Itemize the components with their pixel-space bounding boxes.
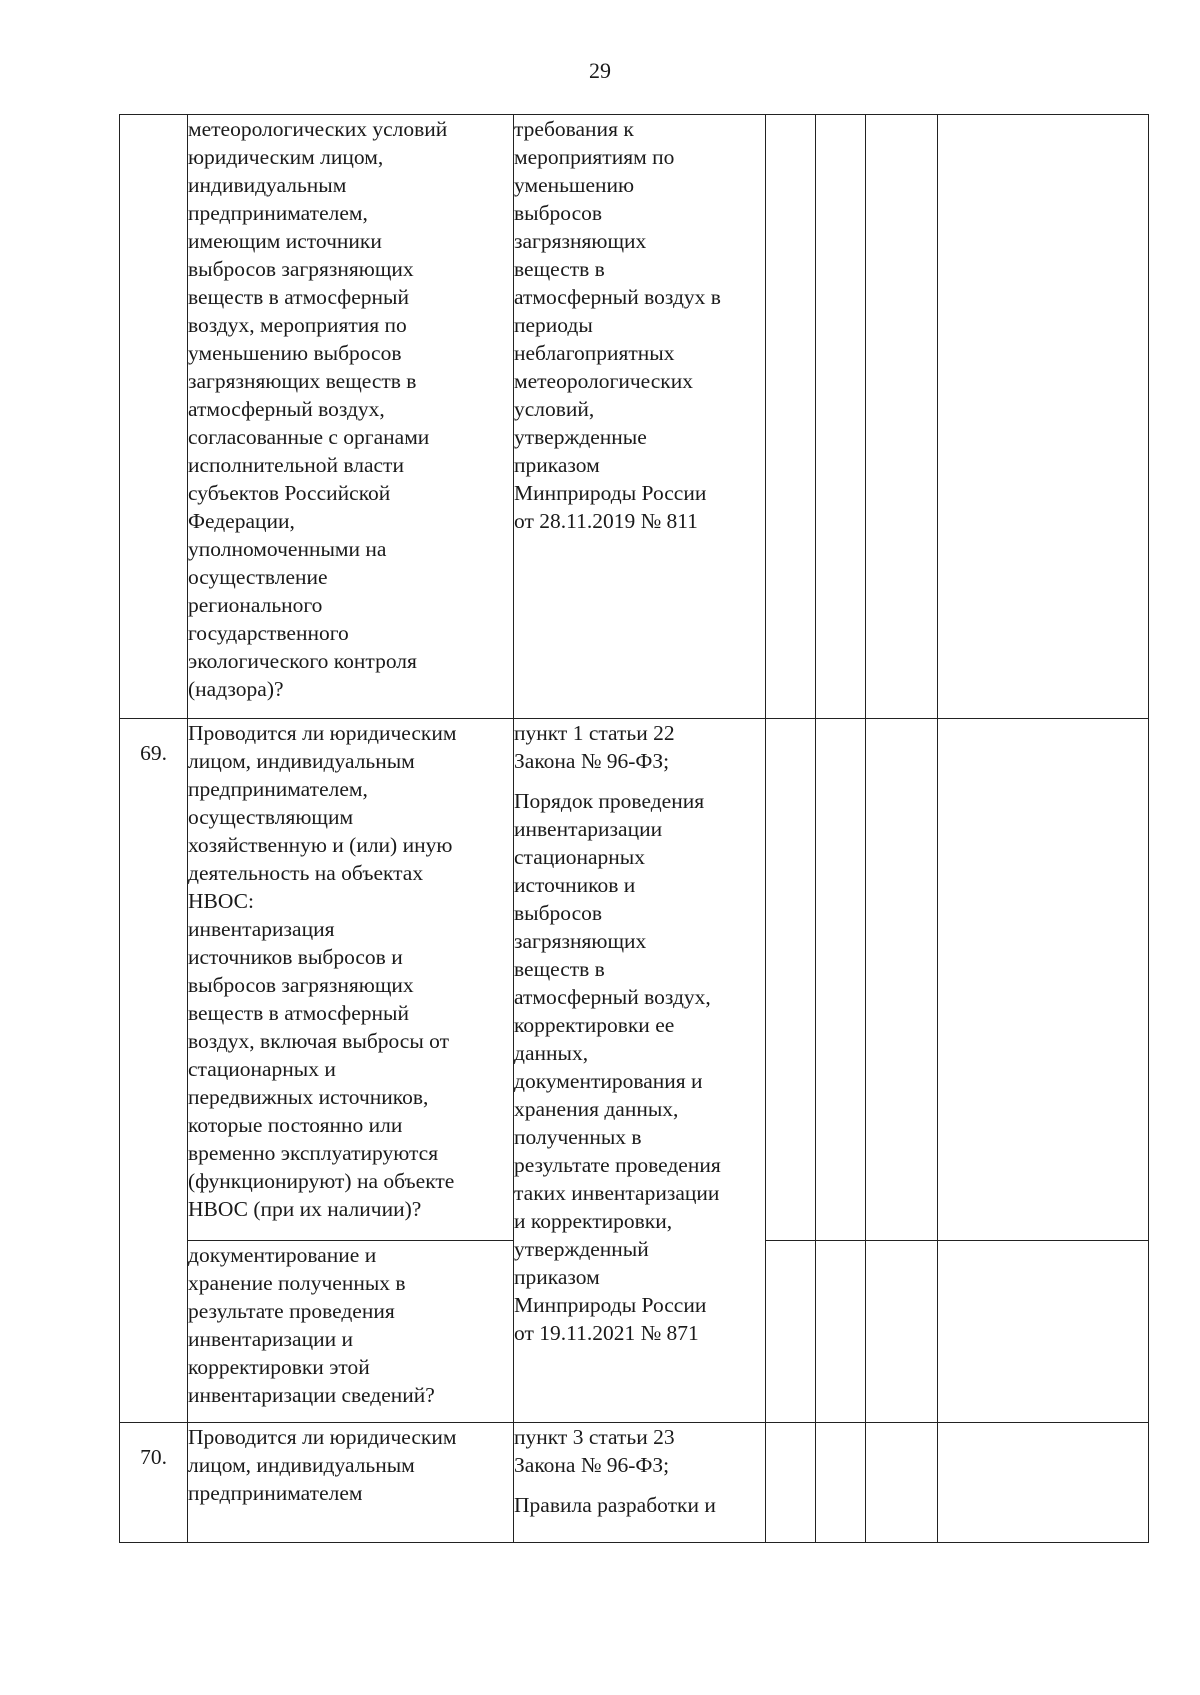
reference-law-text: пункт 1 статьи 22 Закона № 96-ФЗ; [514,721,675,773]
table-row [120,115,1149,719]
answer-na-cell[interactable] [866,115,938,719]
question-cell [188,115,514,719]
answer-yes-cell[interactable] [766,1423,816,1543]
reference-rules-text: Правила разработки и [514,1493,716,1517]
row-number-cell [120,1423,188,1543]
answer-na-cell[interactable] [866,1423,938,1543]
row-number: 69. [140,741,167,765]
answer-na-cell[interactable] [866,1241,938,1423]
reference-law-text: пункт 3 статьи 23 Закона № 96-ФЗ; [514,1425,675,1477]
answer-yes-cell[interactable] [766,115,816,719]
question-text: Проводится ли юридическим лицом, индивидуальным предпринимателем, осуществляющим хозяйственную и (или) иную деятельность на объектах НВОС: инвентаризация источников выбросов и выбросов загрязняющих веществ в атмосферный воздух, включая выбросы от стационарных и передвижных источников, которые постоянно или временно эксплуатируются (функционируют) на объекте НВОС (при их наличии)? [188,721,457,1221]
table-row [120,719,1149,1241]
note-cell[interactable] [938,115,1149,719]
question-cell [188,1423,514,1543]
reference-cell [514,115,766,719]
reference-order-text: Порядок проведения инвентаризации стационарных источников и выбросов загрязняющих веществ в атмосферный воздух, корректировки ее данных, документирования и хранения данных, полученных в результате проведения таких инвентаризации и корректировки, утвержденный приказом Минприроды России от 19.11.2021 № 871 [514,789,721,1345]
question-text: документирование и хранение полученных в результате проведения инвентаризации и корректировки этой инвентаризации сведений? [188,1243,435,1407]
question-cell [188,1241,514,1423]
row-number-cell [120,115,188,719]
answer-no-cell[interactable] [816,1241,866,1423]
question-text: метеорологических условий юридическим лицом, индивидуальным предпринимателем, имеющим источники выбросов загрязняющих веществ в атмосферный воздух, мероприятия по уменьшению выбросов загрязняющих веществ в атмосферный воздух, согласованные с органами исполнительной власти субъектов Российской Федерации, уполномоченными на осуществление регионального государственного экологического контроля (надзора)? [188,117,448,701]
question-cell [188,719,514,1241]
table-row [120,1423,1149,1543]
note-cell[interactable] [938,719,1149,1241]
checklist-table [119,114,1149,1543]
question-text: Проводится ли юридическим лицом, индивидуальным предпринимателем [188,1425,457,1505]
answer-yes-cell[interactable] [766,719,816,1241]
note-cell[interactable] [938,1423,1149,1543]
answer-yes-cell[interactable] [766,1241,816,1423]
note-cell[interactable] [938,1241,1149,1423]
reference-cell [514,719,766,1423]
answer-no-cell[interactable] [816,1423,866,1543]
row-number: 70. [140,1445,167,1469]
answer-na-cell[interactable] [866,719,938,1241]
answer-no-cell[interactable] [816,719,866,1241]
reference-text: требования к мероприятиям по уменьшению выбросов загрязняющих веществ в атмосферный воздух в периоды неблагоприятных метеорологических условий, утвержденные приказом Минприроды России от 28.11.2019 № 811 [514,117,721,533]
reference-cell [514,1423,766,1543]
answer-no-cell[interactable] [816,115,866,719]
row-number-cell [120,719,188,1423]
page-number: 29 [589,58,611,83]
